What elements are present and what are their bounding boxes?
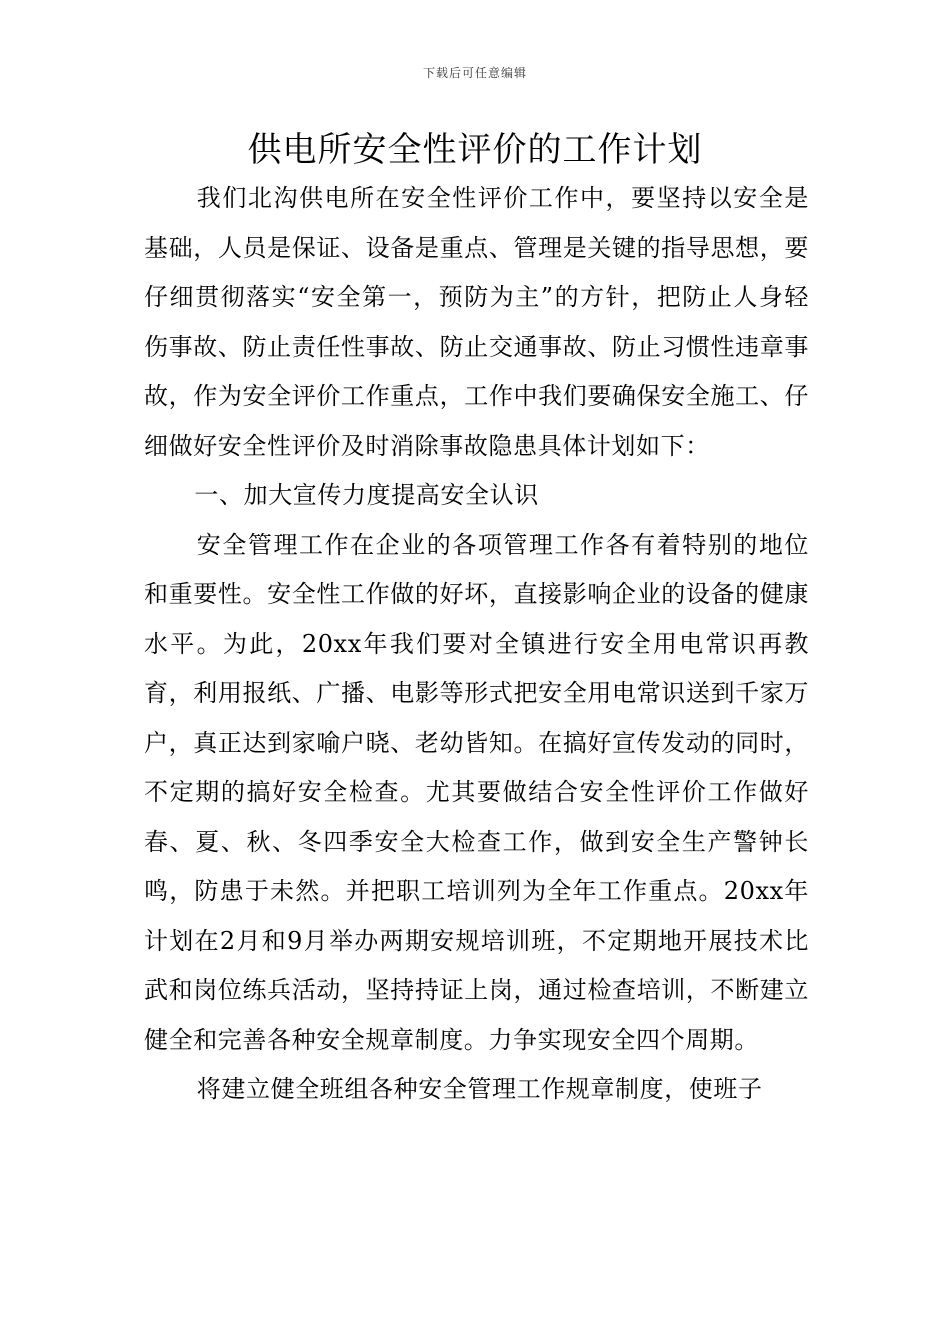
paragraph-section-1: 安全管理工作在企业的各项管理工作各有着特别的地位和重要性。安全性工作做的好坏，直接影响企业的设备的健康水平。为此，20xx年我们要对全镇进行安全用电常识再教育，利用报纸、广播、电影等形式把安全用电常识送到千家万户，真正达到家喻户晓、老幼皆知。在搞好宣传发动的同时，不定期的搞好安全检查。尤其要做结合安全性评价工作做好春、夏、秋、冬四季安全大检查工作，做到安全生产警钟长鸣，防患于未然。并把职工培训列为全年工作重点。20xx年计划在2月和9月举办两期安规培训班，不定期地开展技术比武和岗位练兵活动，坚持持证上岗，通过检查培训，不断建立健全和完善各种安全规章制度。力争实现安全四个周期。 <box>144 530 809 1054</box>
section-heading-1: 一、加大宣传力度提高安全认识 <box>194 481 539 509</box>
document-body <box>144 174 809 1115</box>
header-note: 下载后可任意编辑 <box>422 66 527 80</box>
document-title: 供电所安全性评价的工作计划 <box>247 130 703 170</box>
paragraph-continuation: 将建立健全班组各种安全管理工作规章制度，使班子 <box>196 1075 763 1103</box>
paragraph-intro: 我们北沟供电所在安全性评价工作中，要坚持以安全是基础，人员是保证、设备是重点、管理是关键的指导思想，要仔细贯彻落实“安全第一，预防为主”的方针，把防止人身轻伤事故、防止责任性事故、防止交通事故、防止习惯性违章事故，作为安全评价工作重点，工作中我们要确保安全施工、仔细做好安全性评价及时消除事故隐患具体计划如下： <box>144 184 809 460</box>
